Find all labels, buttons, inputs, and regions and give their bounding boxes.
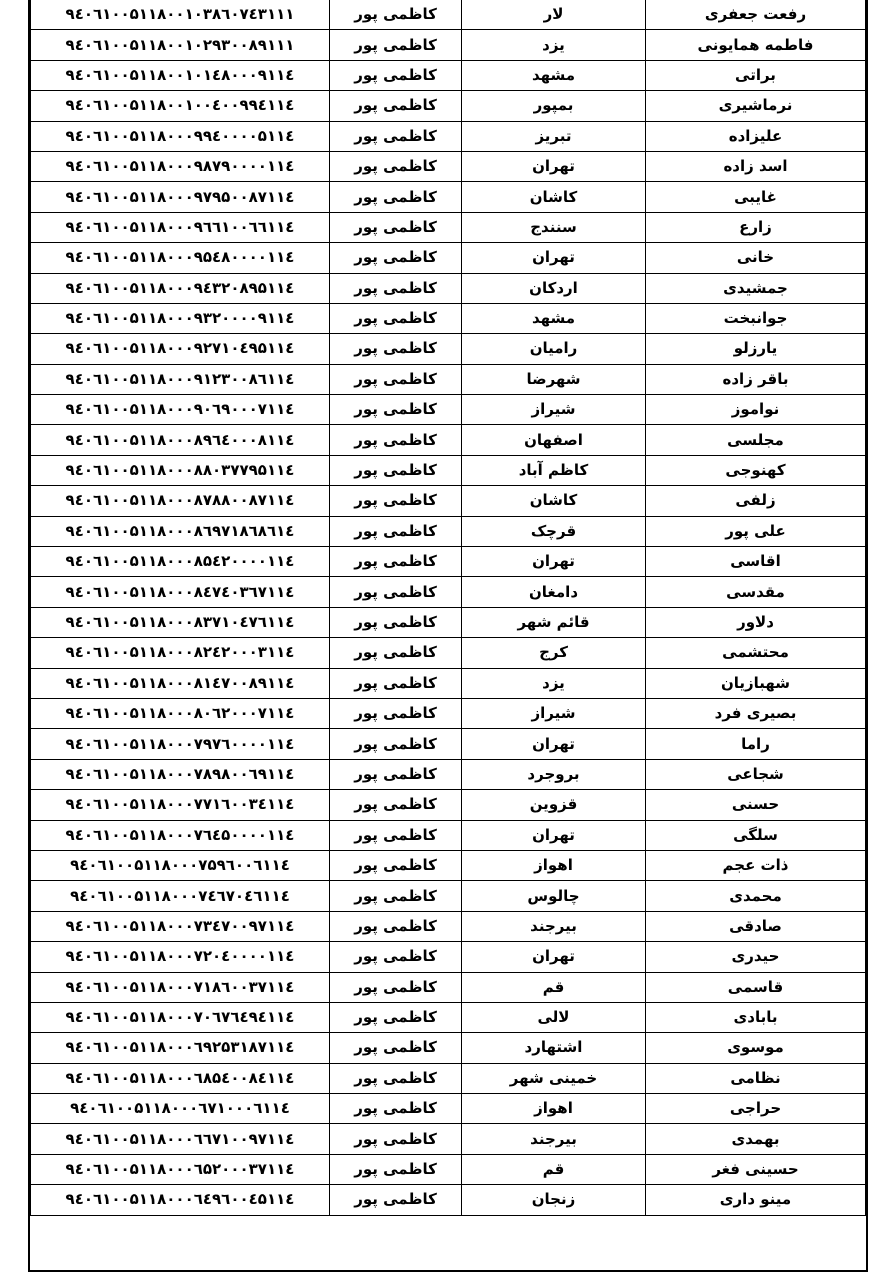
family-cell: کاظمی پور bbox=[330, 395, 462, 425]
city-cell: قائم شهر bbox=[462, 607, 646, 637]
table-row bbox=[31, 273, 866, 303]
code-cell: ۹٤۰٦۱۰۰۵۱۱۸۰۰۰۷۷۱٦۰۰۳٤۱۱٤ bbox=[31, 790, 330, 820]
table-row bbox=[31, 820, 866, 850]
city-cell: تهران bbox=[462, 547, 646, 577]
family-cell: کاظمی پور bbox=[330, 911, 462, 941]
table-row bbox=[31, 972, 866, 1002]
code-cell: ۹٤۰٦۱۰۰۵۱۱۸۰۰۰۷۸۹۸۰۰٦۹۱۱٤ bbox=[31, 759, 330, 789]
city-cell: اردکان bbox=[462, 273, 646, 303]
family-cell: کاظمی پور bbox=[330, 212, 462, 242]
family-cell: کاظمی پور bbox=[330, 1154, 462, 1184]
name-cell: صادقی bbox=[646, 911, 866, 941]
code-cell: ۹٤۰٦۱۰۰۵۱۱۸۰۰۰۸۰٦۲۰۰۰۷۱۱٤ bbox=[31, 698, 330, 728]
city-cell: شهرضا bbox=[462, 364, 646, 394]
city-cell: اصفهان bbox=[462, 425, 646, 455]
code-cell: ۹٤۰٦۱۰۰۵۱۱۸۰۰۰۸۱٤۷۰۰۸۹۱۱٤ bbox=[31, 668, 330, 698]
name-cell: رفعت جعفری bbox=[646, 0, 866, 30]
table-row bbox=[31, 790, 866, 820]
city-cell: کاشان bbox=[462, 182, 646, 212]
code-cell: ۹٤۰٦۱۰۰۵۱۱۸۰۰۰۷۵۹٦۰۰٦۱۱٤ bbox=[31, 850, 330, 880]
code-cell: ۹٤۰٦۱۰۰۵۱۱۸۰۰۰٦۷۱۰۰۰٦۱۱٤ bbox=[31, 1094, 330, 1124]
table-row bbox=[31, 212, 866, 242]
name-cell: شهبازیان bbox=[646, 668, 866, 698]
family-cell: کاظمی پور bbox=[330, 303, 462, 333]
records-table-body bbox=[31, 0, 866, 1215]
family-cell: کاظمی پور bbox=[330, 455, 462, 485]
city-cell: بمپور bbox=[462, 91, 646, 121]
table-row bbox=[31, 182, 866, 212]
family-cell: کاظمی پور bbox=[330, 547, 462, 577]
city-cell: سنندج bbox=[462, 212, 646, 242]
code-cell: ۹٤۰٦۱۰۰۵۱۱۸۰۰۰۸۳۷۱۰٤۷٦۱۱٤ bbox=[31, 607, 330, 637]
code-cell: ۹٤۰٦۱۰۰۵۱۱۸۰۰۱۰۳۸٦۰۷٤۳۱۱۱ bbox=[31, 0, 330, 30]
name-cell: زارع bbox=[646, 212, 866, 242]
name-cell: غایبی bbox=[646, 182, 866, 212]
code-cell: ۹٤۰٦۱۰۰۵۱۱۸۰۰۰۹۲۷۱۰٤۹۵۱۱٤ bbox=[31, 334, 330, 364]
family-cell: کاظمی پور bbox=[330, 30, 462, 60]
city-cell: زنجان bbox=[462, 1185, 646, 1215]
city-cell: دامغان bbox=[462, 577, 646, 607]
table-row bbox=[31, 303, 866, 333]
table-row bbox=[31, 850, 866, 880]
city-cell: تهران bbox=[462, 729, 646, 759]
code-cell: ۹٤۰٦۱۰۰۵۱۱۸۰۰۰۹۳۲۰۰۰۰۹۱۱٤ bbox=[31, 303, 330, 333]
name-cell: اقاسی bbox=[646, 547, 866, 577]
name-cell: بابادی bbox=[646, 1002, 866, 1032]
family-cell: کاظمی پور bbox=[330, 91, 462, 121]
table-row bbox=[31, 577, 866, 607]
family-cell: کاظمی پور bbox=[330, 1094, 462, 1124]
name-cell: موسوی bbox=[646, 1033, 866, 1063]
table-row bbox=[31, 151, 866, 181]
code-cell: ۹٤۰٦۱۰۰۵۱۱۸۰۰۰۹۱۲۳۰۰۸٦۱۱٤ bbox=[31, 364, 330, 394]
family-cell: کاظمی پور bbox=[330, 516, 462, 546]
name-cell: براتی bbox=[646, 60, 866, 90]
name-cell: مجلسی bbox=[646, 425, 866, 455]
family-cell: کاظمی پور bbox=[330, 638, 462, 668]
code-cell: ۹٤۰٦۱۰۰۵۱۱۸۰۰۰۹۵٤۸۰۰۰۰۱۱٤ bbox=[31, 243, 330, 273]
code-cell: ۹٤۰٦۱۰۰۵۱۱۸۰۰۰۷٤٦۷۰٤٦۱۱٤ bbox=[31, 881, 330, 911]
code-cell: ۹٤۰٦۱۰۰۵۱۱۸۰۰۰۷۰٦۷٦٤۹٤۱۱٤ bbox=[31, 1002, 330, 1032]
name-cell: حراجی bbox=[646, 1094, 866, 1124]
table-row bbox=[31, 1002, 866, 1032]
table-row bbox=[31, 30, 866, 60]
name-cell: باقر زاده bbox=[646, 364, 866, 394]
city-cell: یزد bbox=[462, 30, 646, 60]
name-cell: یارزلو bbox=[646, 334, 866, 364]
city-cell: لار bbox=[462, 0, 646, 30]
code-cell: ۹٤۰٦۱۰۰۵۱۱۸۰۰۱۰۲۹۳۰۰۸۹۱۱۱ bbox=[31, 30, 330, 60]
table-row bbox=[31, 455, 866, 485]
name-cell: مقدسی bbox=[646, 577, 866, 607]
code-cell: ۹٤۰٦۱۰۰۵۱۱۸۰۰۱۰۱٤۸۰۰۰۹۱۱٤ bbox=[31, 60, 330, 90]
city-cell: مشهد bbox=[462, 60, 646, 90]
family-cell: کاظمی پور bbox=[330, 698, 462, 728]
family-cell: کاظمی پور bbox=[330, 0, 462, 30]
name-cell: حسنی bbox=[646, 790, 866, 820]
code-cell: ۹٤۰٦۱۰۰۵۱۱۸۰۰۰٦۵۲۰۰۰۳۷۱۱٤ bbox=[31, 1154, 330, 1184]
code-cell: ۹٤۰٦۱۰۰۵۱۱۸۰۰۰۹۰٦۹۰۰۰۷۱۱٤ bbox=[31, 395, 330, 425]
family-cell: کاظمی پور bbox=[330, 334, 462, 364]
code-cell: ۹٤۰٦۱۰۰۵۱۱۸۰۰۰۹۹٤۰۰۰۰۵۱۱٤ bbox=[31, 121, 330, 151]
table-row bbox=[31, 911, 866, 941]
code-cell: ۹٤۰٦۱۰۰۵۱۱۸۰۰۰۸۸۰۳۷۷۹۵۱۱٤ bbox=[31, 455, 330, 485]
family-cell: کاظمی پور bbox=[330, 1002, 462, 1032]
city-cell: اهواز bbox=[462, 1094, 646, 1124]
table-row bbox=[31, 547, 866, 577]
table-row bbox=[31, 638, 866, 668]
family-cell: کاظمی پور bbox=[330, 60, 462, 90]
family-cell: کاظمی پور bbox=[330, 486, 462, 516]
family-cell: کاظمی پور bbox=[330, 425, 462, 455]
name-cell: کهنوجی bbox=[646, 455, 866, 485]
name-cell: محمدی bbox=[646, 881, 866, 911]
code-cell: ۹٤۰٦۱۰۰۵۱۱۸۰۰۰۸۹٦٤۰۰۰۸۱۱٤ bbox=[31, 425, 330, 455]
name-cell: راما bbox=[646, 729, 866, 759]
table-row bbox=[31, 668, 866, 698]
table-row bbox=[31, 1033, 866, 1063]
family-cell: کاظمی پور bbox=[330, 273, 462, 303]
code-cell: ۹٤۰٦۱۰۰۵۱۱۸۰۰۰۷۲۰٤۰۰۰۰۱۱٤ bbox=[31, 942, 330, 972]
family-cell: کاظمی پور bbox=[330, 607, 462, 637]
city-cell: کرج bbox=[462, 638, 646, 668]
name-cell: بهمدی bbox=[646, 1124, 866, 1154]
city-cell: قزوین bbox=[462, 790, 646, 820]
family-cell: کاظمی پور bbox=[330, 881, 462, 911]
family-cell: کاظمی پور bbox=[330, 942, 462, 972]
family-cell: کاظمی پور bbox=[330, 759, 462, 789]
table-row bbox=[31, 91, 866, 121]
code-cell: ۹٤۰٦۱۰۰۵۱۱۸۰۰۰۹۷۹۵۰۰۸۷۱۱٤ bbox=[31, 182, 330, 212]
code-cell: ۹٤۰٦۱۰۰۵۱۱۸۰۰۰۷۳٤۷۰۰۹۷۱۱٤ bbox=[31, 911, 330, 941]
city-cell: اشتهارد bbox=[462, 1033, 646, 1063]
table-row bbox=[31, 698, 866, 728]
code-cell: ۹٤۰٦۱۰۰۵۱۱۸۰۰۰٦٤۹٦۰۰٤۵۱۱٤ bbox=[31, 1185, 330, 1215]
table-row bbox=[31, 1185, 866, 1215]
name-cell: نظامی bbox=[646, 1063, 866, 1093]
city-cell: تهران bbox=[462, 243, 646, 273]
code-cell: ۹٤۰٦۱۰۰۵۱۱۸۰۰۰۹٦٦۱۰۰٦٦۱۱٤ bbox=[31, 212, 330, 242]
family-cell: کاظمی پور bbox=[330, 729, 462, 759]
city-cell: چالوس bbox=[462, 881, 646, 911]
table-row bbox=[31, 1063, 866, 1093]
name-cell: محتشمی bbox=[646, 638, 866, 668]
table-row bbox=[31, 942, 866, 972]
city-cell: کاظم آباد bbox=[462, 455, 646, 485]
table-row bbox=[31, 729, 866, 759]
code-cell: ۹٤۰٦۱۰۰۵۱۱۸۰۰۰۸٦۹۷۱۸٦۸٦۱٤ bbox=[31, 516, 330, 546]
city-cell: قرچک bbox=[462, 516, 646, 546]
family-cell: کاظمی پور bbox=[330, 850, 462, 880]
code-cell: ۹٤۰٦۱۰۰۵۱۱۸۰۰۰٦٦۷۱۰۰۹۷۱۱٤ bbox=[31, 1124, 330, 1154]
name-cell: اسد زاده bbox=[646, 151, 866, 181]
family-cell: کاظمی پور bbox=[330, 820, 462, 850]
name-cell: علی پور bbox=[646, 516, 866, 546]
code-cell: ۹٤۰٦۱۰۰۵۱۱۸۰۰۱۰۰٤۰۰۹۹٤۱۱٤ bbox=[31, 91, 330, 121]
table-row bbox=[31, 881, 866, 911]
table-row bbox=[31, 1124, 866, 1154]
family-cell: کاظمی پور bbox=[330, 790, 462, 820]
city-cell: لالی bbox=[462, 1002, 646, 1032]
table-row bbox=[31, 60, 866, 90]
family-cell: کاظمی پور bbox=[330, 1063, 462, 1093]
code-cell: ۹٤۰٦۱۰۰۵۱۱۸۰۰۰۸۲٤۲۰۰۰۳۱۱٤ bbox=[31, 638, 330, 668]
name-cell: جوانبخت bbox=[646, 303, 866, 333]
table-row bbox=[31, 243, 866, 273]
city-cell: بیرجند bbox=[462, 1124, 646, 1154]
family-cell: کاظمی پور bbox=[330, 151, 462, 181]
city-cell: قم bbox=[462, 1154, 646, 1184]
family-cell: کاظمی پور bbox=[330, 577, 462, 607]
document-sheet bbox=[28, 0, 868, 1272]
name-cell: قاسمی bbox=[646, 972, 866, 1002]
code-cell: ۹٤۰٦۱۰۰۵۱۱۸۰۰۰۷۱۸٦۰۰۳۷۱۱٤ bbox=[31, 972, 330, 1002]
name-cell: دلاور bbox=[646, 607, 866, 637]
table-row bbox=[31, 364, 866, 394]
table-row bbox=[31, 1154, 866, 1184]
table-row bbox=[31, 486, 866, 516]
city-cell: تهران bbox=[462, 151, 646, 181]
name-cell: علیزاده bbox=[646, 121, 866, 151]
name-cell: شجاعی bbox=[646, 759, 866, 789]
table-row bbox=[31, 759, 866, 789]
code-cell: ۹٤۰٦۱۰۰۵۱۱۸۰۰۰٦۹۲۵۳۱۸۷۱۱٤ bbox=[31, 1033, 330, 1063]
city-cell: یزد bbox=[462, 668, 646, 698]
table-row bbox=[31, 334, 866, 364]
name-cell: حسینی فغر bbox=[646, 1154, 866, 1184]
city-cell: بیرجند bbox=[462, 911, 646, 941]
family-cell: کاظمی پور bbox=[330, 182, 462, 212]
city-cell: شیراز bbox=[462, 395, 646, 425]
city-cell: بروجرد bbox=[462, 759, 646, 789]
name-cell: نرماشیری bbox=[646, 91, 866, 121]
code-cell: ۹٤۰٦۱۰۰۵۱۱۸۰۰۰۸۵٤۲۰۰۰۰۱۱٤ bbox=[31, 547, 330, 577]
table-row bbox=[31, 121, 866, 151]
family-cell: کاظمی پور bbox=[330, 1185, 462, 1215]
city-cell: قم bbox=[462, 972, 646, 1002]
table-row bbox=[31, 425, 866, 455]
records-table bbox=[30, 0, 866, 1216]
city-cell: کاشان bbox=[462, 486, 646, 516]
name-cell: فاطمه همایونی bbox=[646, 30, 866, 60]
family-cell: کاظمی پور bbox=[330, 668, 462, 698]
name-cell: حیدری bbox=[646, 942, 866, 972]
table-row bbox=[31, 0, 866, 30]
name-cell: نواموز bbox=[646, 395, 866, 425]
city-cell: تهران bbox=[462, 820, 646, 850]
city-cell: تبریز bbox=[462, 121, 646, 151]
code-cell: ۹٤۰٦۱۰۰۵۱۱۸۰۰۰۸٤۷٤۰۳٦۷۱۱٤ bbox=[31, 577, 330, 607]
code-cell: ۹٤۰٦۱۰۰۵۱۱۸۰۰۰۸۷۸۸۰۰۸۷۱۱٤ bbox=[31, 486, 330, 516]
name-cell: زلفی bbox=[646, 486, 866, 516]
city-cell: مشهد bbox=[462, 303, 646, 333]
city-cell: شیراز bbox=[462, 698, 646, 728]
code-cell: ۹٤۰٦۱۰۰۵۱۱۸۰۰۰٦۸۵٤۰۰۸٤۱۱٤ bbox=[31, 1063, 330, 1093]
name-cell: جمشیدی bbox=[646, 273, 866, 303]
code-cell: ۹٤۰٦۱۰۰۵۱۱۸۰۰۰۷۹۷٦۰۰۰۰۱۱٤ bbox=[31, 729, 330, 759]
family-cell: کاظمی پور bbox=[330, 121, 462, 151]
name-cell: خانی bbox=[646, 243, 866, 273]
city-cell: تهران bbox=[462, 942, 646, 972]
table-row bbox=[31, 607, 866, 637]
family-cell: کاظمی پور bbox=[330, 1124, 462, 1154]
city-cell: رامیان bbox=[462, 334, 646, 364]
table-row bbox=[31, 1094, 866, 1124]
name-cell: سلگی bbox=[646, 820, 866, 850]
name-cell: بصیری فرد bbox=[646, 698, 866, 728]
table-row bbox=[31, 395, 866, 425]
code-cell: ۹٤۰٦۱۰۰۵۱۱۸۰۰۰۹٤۳۲۰۸۹۵۱۱٤ bbox=[31, 273, 330, 303]
family-cell: کاظمی پور bbox=[330, 1033, 462, 1063]
code-cell: ۹٤۰٦۱۰۰۵۱۱۸۰۰۰۷٦٤۵۰۰۰۰۱۱٤ bbox=[31, 820, 330, 850]
family-cell: کاظمی پور bbox=[330, 243, 462, 273]
city-cell: اهواز bbox=[462, 850, 646, 880]
name-cell: ذات عجم bbox=[646, 850, 866, 880]
code-cell: ۹٤۰٦۱۰۰۵۱۱۸۰۰۰۹۸۷۹۰۰۰۰۱۱٤ bbox=[31, 151, 330, 181]
table-row bbox=[31, 516, 866, 546]
family-cell: کاظمی پور bbox=[330, 972, 462, 1002]
family-cell: کاظمی پور bbox=[330, 364, 462, 394]
name-cell: مینو داری bbox=[646, 1185, 866, 1215]
city-cell: خمینی شهر bbox=[462, 1063, 646, 1093]
